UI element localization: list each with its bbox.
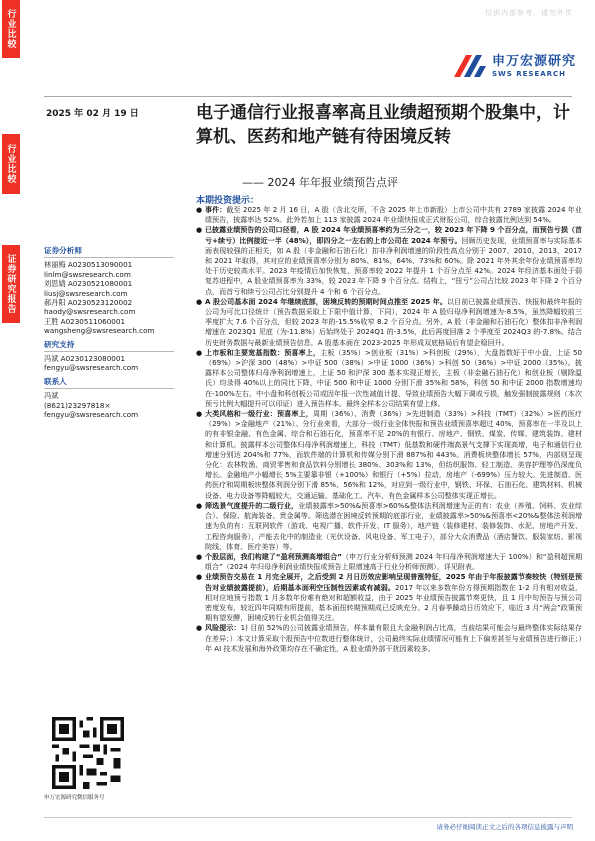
- bullet-item: ● 已披露业绩预告的公司口径看，A 股 2024 年业绩预喜率约为三分之一，较 2023 年下降 9 个百分点，而预告亏损（首亏+续亏）比例接近一半（48%），即四分之一左右的上市公司在 2024 年预亏。回顾历史发现，业绩预喜率与实际基本面表现较强的正相关，如 A 股（非金融和石油石化）扣非净利润增速的阶段性高点分别于 2007、2010、2013、2017 和 2021 年取得，其对应的业绩预喜率分别为 80%、81%、64%、73%和 60%。除 2021 年外其余年份业绩预喜率均处于历史较高水平。2023 年疫情后加快恢复，预喜率较 2022 年提升 1 个百分点至 42%。2024 年经济基本面处于弱复苏进程中，A 股业绩预喜率为 33%，较 2023 年下降 9 个百分点。结构上，“扭亏”公司占比较 2023 年下降 2 个百分点，而首亏和续亏公司占比分别提升 4 个和 6 个百分点。: [196, 225, 582, 296]
- analyst-email[interactable]: liusj@swsresearch.com: [44, 288, 128, 298]
- analyst-email[interactable]: wangsheng@swsresearch.com: [44, 326, 155, 336]
- support-line: 冯斌 A0230123080001: [44, 354, 126, 364]
- analyst-line: 刘思婧 A0230521080001: [44, 279, 133, 289]
- watermark: 仅供内部参考，请勿外传: [485, 9, 573, 17]
- bullet-icon: ●: [196, 410, 203, 419]
- left-bar: [0, 0, 22, 841]
- support-email[interactable]: fengyu@swsresearch.com: [44, 363, 139, 373]
- disclaimer-footer: 请务必仔细阅读正文之后的各项信息披露与声明: [436, 823, 573, 831]
- analyst-line: 林丽梅 A0230513090001: [44, 260, 133, 270]
- bullet-icon: ●: [196, 624, 203, 633]
- qr-label: 申万宏源研究微信服务号: [44, 795, 105, 801]
- analyst-email[interactable]: linlm@swsresearch.com: [44, 269, 131, 279]
- bullet-icon: ●: [196, 348, 203, 357]
- sidebar-divider: [44, 351, 174, 352]
- report-date: 2025 年 02 月 19 日: [46, 109, 139, 119]
- section-heading: 本期投资提示：: [196, 196, 260, 206]
- report-title: 电子通信行业报喜率高且业绩超预期个股集中，计算机、医药和地产链有待困境反转: [196, 103, 570, 147]
- logo-mark-icon: [452, 51, 488, 81]
- side-tab-industry-comparison-2: 行业比较: [2, 134, 20, 194]
- sidebar-divider: [44, 257, 174, 258]
- investment-highlights: [196, 205, 582, 654]
- bullet-icon: ●: [196, 573, 203, 582]
- footer-divider: [44, 817, 572, 818]
- analyst-heading: 证券分析师: [44, 246, 82, 255]
- contact-email[interactable]: fengyu@swsresearch.com: [44, 410, 139, 420]
- bullet-item: ● 风险提示：1) 目前 52%的公司披露业绩预告，样本量有限且大金融利润占比高，当前结果可能会与最终整体实际结果存在差异；）本文计算采取个股预告中位数进行整体统计，公司最终实际业绩情况可能有上下偏差甚至与业绩预告进行修正；）年 AI 技术发展和海外政策均存在不确定性，A 股业绩外部干扰因素较多。: [196, 623, 583, 653]
- bullet-icon: ●: [196, 501, 203, 510]
- author-sidebar: [44, 246, 189, 420]
- side-tab-industry-comparison: 行业比较: [2, 0, 20, 58]
- analyst-line: 王胜 A0230511060001: [44, 316, 126, 326]
- bullet-item: ● 上市板和主要宽基指数：预喜率上，主板（35%）>创业板（31%）>科创板（29%），大盘指数好于中小盘，上证 50（69%）>沪深 300（48%）>中证 500（38%）>中证 1000（36%）>科创 50（36%）>中证 2000（35%）。披露样本公司整体归母净利润增速上，上证 50 和沪深 300 基本实现正增长，主板（非金融石油石化）和创业板（剔除温氏）均录得 40%以上的同比下降，中证 500 和中证 1000 分别下滑 35%和 58%，科创 50 和中证 2000 指数增速均在-100%左右。中小盘和科创板公司或因年报一次性减值计提、导致业绩预告大幅下调或亏损，触发强制披露规则（本次预亏比例大幅提升可以印证）进入预告样本。最终全样本公司结果有望上修。: [196, 347, 582, 408]
- bullet-icon: ●: [196, 206, 203, 214]
- bullet-item: ● 个股层面，我们构建了“盈利预测高增组合”（申万行业分析师预测 2024 年归母净利润增速大于 100%）和“盈利超预期组合”（2024 年归母净利润业绩快报或预告上限增速高于行业分析师预测），详见附表。: [196, 551, 583, 572]
- bullet-icon: ●: [196, 226, 203, 235]
- bullet-item: ● 大类风格和一级行业：预喜率上，周期（36%）、消费（36%）>先进制造（33%）>科技（TMT）（32%）>医药医疗（29%）>金融地产（21%）。分行业来看，大部分一级行业全体快报和预告业绩预喜率超过 40%，预喜率在一半及以上的有非银金融、有色金属、综合和石油石化，预喜率不足 20%的有银行、房地产、钢铁、煤炭、传媒、建筑装饰、建材和计算机。披露样本公司整体归母净利润增速上，科技（TMT）低基数和硬件端高景气支撑下实现高增，电子和通信行业增速分别达 204%和 77%，而软件端的计算机和传媒分别下滑 887%和 443%。消费板块整体增长 57%，内部则呈现分化：农林牧渔、商贸零售和食品饮料分别增长 380%、303%和 13%，但纺织服饰、轻工制造、美容护理等仍深度负增长。金融地产小幅增长 5%主要靠非银（+100%）和银行（+5%）拉动，房地产（-699%）压力较大。先进制造、医药医疗和周期板块整体利润分别下滑 85%、56%和 12%，对应到一级行业中，钢铁、环保、石油石化、建筑材料、机械设备、电力设备等降幅较大，交通运输、基础化工、汽车、有色金属样本公司整体实现正增长。: [196, 409, 582, 500]
- bullet-item: ● 业绩预告交易在 1 月完全展开，之后受到 2 月日历效应影响呈现普涨特征，2025 年由于年报披露节奏较快（特别是预告对业绩披露提前），后期基本面利空压制性因素或有减弱。2017 年以来多数年份方得预期指数在 1-2 月有相对收益，相对应地预亏指数 1 月多数年份难有绝对和超额收益，由于 2025 年业绩预告披露节奏更快，且 1 月中旬预告与预公司密度发布，较近四年同期有所提前，基本面扭转期预期成已反映充分。2 月春季躁动日历效应下，临近 3 月“两会”政策预期有望发酵，困境反转行业机会值得关注。: [196, 572, 582, 623]
- support-heading: 研究支持: [44, 339, 75, 349]
- logo-text-cn: 申万宏源研究: [492, 54, 577, 69]
- bullet-icon: ●: [196, 552, 203, 561]
- sidebar-divider: [44, 388, 174, 389]
- bullet-item: ● A 股公司基本面 2024 年继续底部，困境反转的预期时间点推至 2025 年。以目前已披露业绩预告、快报和最终年报的公司为可比口径统计（预告数据采取上下限中值计算，下同），2024 年 A 股归母净利润增速为-8.5%，虽然降幅较前三季度扩大 7.6 个百分点，但较 2023 年的-15.5%收窄 8.2 个百分点。另外，A 股（非金融和石油石化）整体扣非净利润增速在 2023Q1 见底（为-11.8%）后始终处于 2024Q1 的-3.5%，此后再度回落 2 个季度至 2024Q3 的-7.8%。结合历史财务数据与最新业绩预告信息，A 股基本面在 2023-2025 年形成双底格局后有望企稳回升。: [196, 296, 582, 347]
- side-tab-research-report: 证券研究报告: [2, 245, 20, 323]
- contact-phone: (8621)23297818×: [44, 400, 111, 410]
- company-logo: [452, 48, 577, 84]
- analyst-email[interactable]: haody@swsresearch.com: [44, 307, 136, 317]
- qr-code-icon: [52, 717, 124, 789]
- report-subtitle: —— 2024 年年报业绩预告点评: [242, 176, 398, 189]
- header-divider: [44, 96, 572, 97]
- logo-text-en: SWS RESEARCH: [492, 70, 567, 78]
- analyst-line: 郝丹阳 A0230523120002: [44, 298, 133, 308]
- bullet-item: ● 筛选景气度提升的二级行业，业绩披露率>50%&预喜率>60%&整体法利润增速为正的有：农业（养殖、饲料、农业综合）、保险、航海装备、贵金属等。筛选潜在困境反转预期的底部行业，业绩披露率>50%&预喜率<20%&整体法利润增速为负的有：互联网软件（游戏、电视广播、软件开发、IT 服务），地产链（装修建材、装修装饰、水泥、房地产开发、工程咨询服务），产能去化中的制造业（光伏设备、风电设备、军工电子），部分大众消费品（酒店餐饮、服装家纺、影视院线、体育、医疗美容）等。: [196, 500, 582, 551]
- contact-heading: 联系人: [44, 376, 67, 386]
- bullet-icon: ●: [196, 297, 203, 306]
- bullet-item: ● 事件：截至 2025 年 2 月 16 日，A 股（含北交所，不含 2025 年上市新股）上市公司中共有 2789 家披露 2024 年业绩预告，披露率达 52%。此外若加上 113 家披露 2024 年业绩快报或正式财报公司，综合披露比例达到 54%。: [196, 205, 582, 225]
- contact-line: 冯斌: [44, 391, 59, 401]
